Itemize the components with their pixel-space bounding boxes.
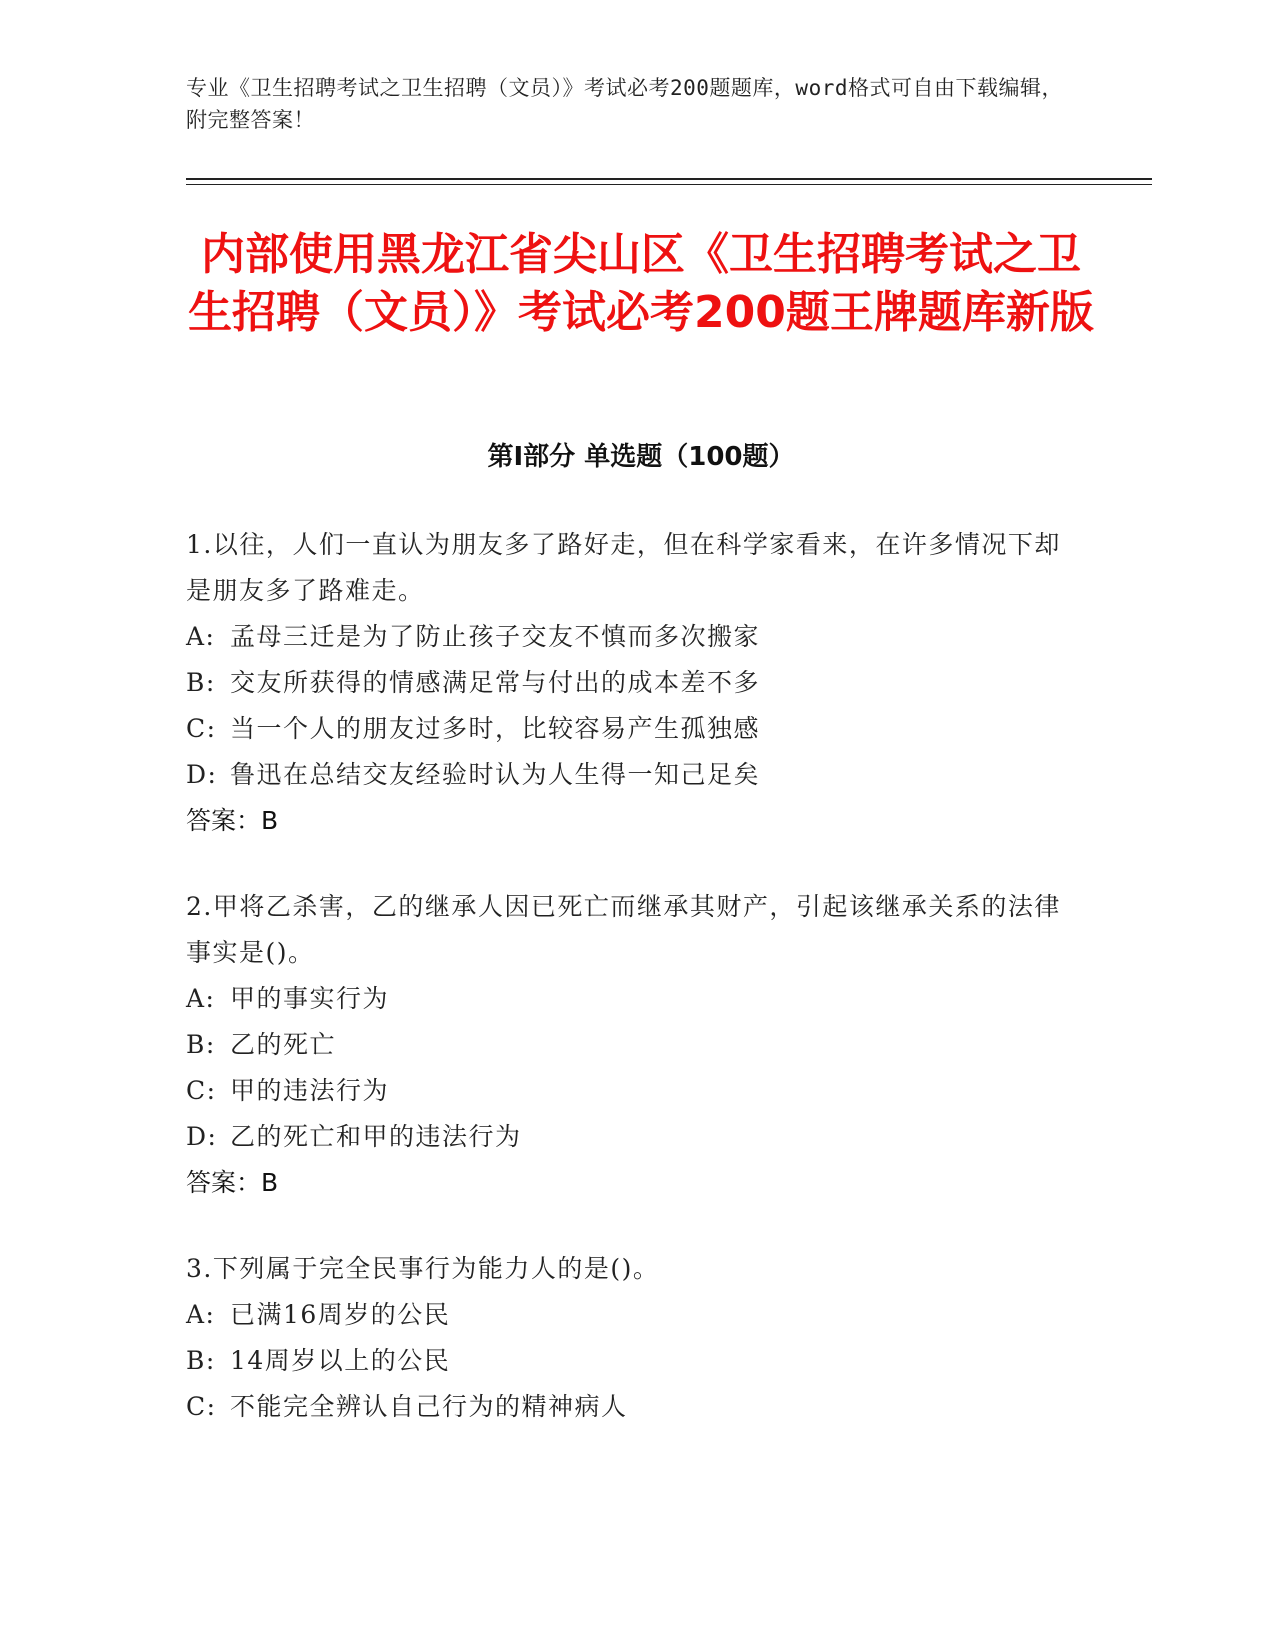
option-b [186,1338,1066,1384]
option-a [186,976,1066,1022]
option-letter: B: [186,1030,216,1059]
option-letter: A: [186,984,216,1013]
question-stem: 1.以往，人们一直认为朋友多了路好走，但在科学家看来，在许多情况下却是朋友多了路难走。 [186,530,1061,605]
option-text: 不能完全辨认自己行为的精神病人 [230,1392,628,1421]
option-text: 乙的死亡和甲的违法行为 [230,1122,522,1151]
option-letter: A: [186,622,216,651]
option-letter: D: [186,1122,218,1151]
option-c [186,1384,1066,1430]
question-2 [186,884,1066,1206]
question-list [186,522,1066,1470]
option-letter: A: [186,1300,216,1329]
option-text: 孟母三迁是为了防止孩子交友不慎而多次搬家 [230,622,761,651]
answer-line: 答案：B [186,806,279,835]
option-text: 14周岁以上的公民 [230,1346,451,1375]
option-d [186,752,1066,798]
option-text: 甲的事实行为 [230,984,390,1013]
section-heading: 第Ⅰ部分 单选题（100题） [487,442,795,472]
option-letter: C: [186,714,217,743]
option-text: 当一个人的朋友过多时，比较容易产生孤独感 [230,714,761,743]
option-letter: D: [186,760,218,789]
header-divider-thick [186,178,1152,180]
option-a [186,1292,1066,1338]
option-a [186,614,1066,660]
option-b [186,1022,1066,1068]
option-text: 鲁迅在总结交友经验时认为人生得一知己足矣 [230,760,761,789]
header-divider-thin [186,184,1152,185]
question-stem: 3.下列属于完全民事行为能力人的是()。 [186,1254,660,1283]
option-text: 甲的违法行为 [230,1076,390,1105]
option-letter: C: [186,1392,217,1421]
document-title: 内部使用黑龙江省尖山区《卫生招聘考试之卫生招聘（文员）》考试必考200题王牌题库新版 [188,229,1094,338]
option-letter: C: [186,1076,217,1105]
option-letter: B: [186,668,216,697]
question-stem: 2.甲将乙杀害，乙的继承人因已死亡而继承其财产，引起该继承关系的法律事实是()。 [186,892,1061,967]
option-text: 交友所获得的情感满足常与付出的成本差不多 [230,668,761,697]
question-1 [186,522,1066,844]
intro-text: 专业《卫生招聘考试之卫生招聘（文员）》考试必考200题题库，word格式可自由下载编辑，附完整答案！ [186,76,1063,132]
answer-line: 答案：B [186,1168,279,1197]
option-b [186,660,1066,706]
option-letter: B: [186,1346,216,1375]
option-d [186,1114,1066,1160]
question-3 [186,1246,1066,1430]
option-text: 乙的死亡 [230,1030,337,1059]
option-c [186,706,1066,752]
option-text: 已满16周岁的公民 [230,1300,451,1329]
option-c [186,1068,1066,1114]
